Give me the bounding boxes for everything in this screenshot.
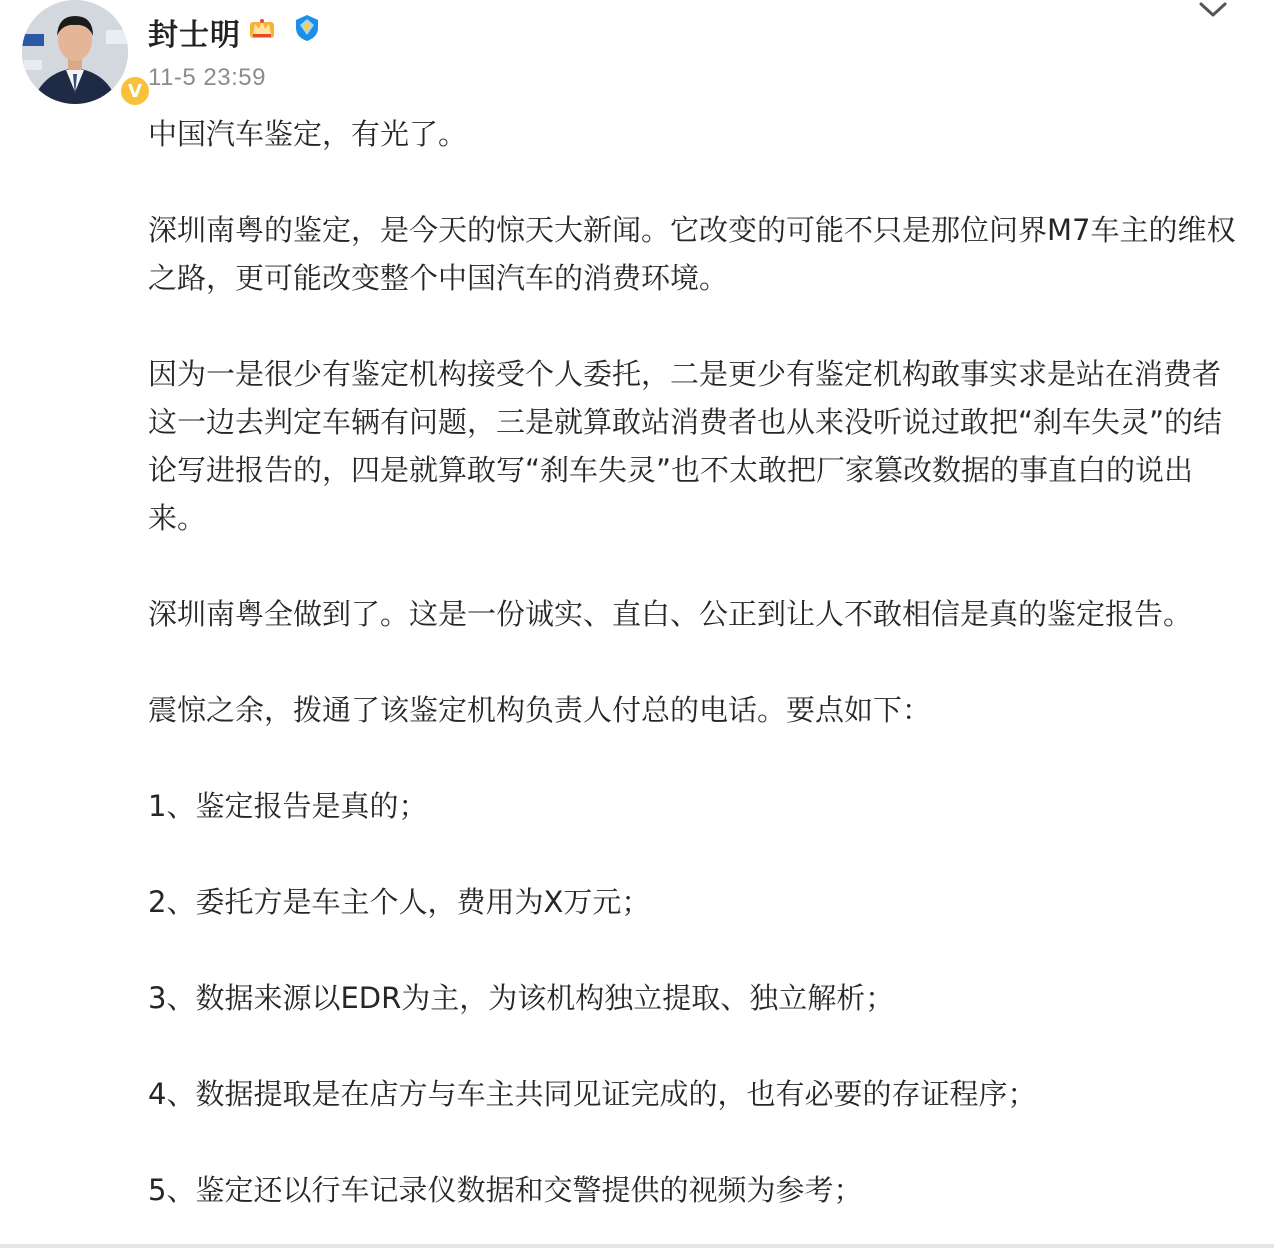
post-content [148, 110, 1238, 1214]
avatar[interactable] [22, 0, 142, 104]
post-list-item: 1、鉴定报告是真的； [148, 789, 428, 823]
avatar-photo [22, 0, 128, 104]
post-list-item: 2、委托方是车主个人，费用为X万元； [148, 885, 651, 919]
post-list-item: 5、鉴定还以行车记录仪数据和交警提供的视频为参考； [148, 1173, 863, 1207]
post-paragraph: 因为一是很少有鉴定机构接受个人委托，二是更少有鉴定机构敢事实求是站在消费者这一边去判定车辆有问题，三是就算敢站消费者也从来没听说过敢把“刹车失灵”的结论写进报告的，四是就算敢写“刹车失灵”也不太敢把厂家篡改数据的事直白的说出来。 [148, 357, 1223, 535]
post-paragraph: 深圳南粤全做到了。这是一份诚实、直白、公正到让人不敢相信是真的鉴定报告。 [148, 597, 1193, 631]
post-paragraph: 震惊之余，拨通了该鉴定机构负责人付总的电话。要点如下： [148, 693, 932, 727]
divider [0, 1244, 1274, 1248]
post-list-item: 3、数据来源以EDR为主，为该机构独立提取、独立解析； [148, 981, 895, 1015]
post-timestamp: 11-5 23:59 [148, 64, 266, 91]
shield-icon[interactable] [292, 13, 322, 43]
chevron-down-icon[interactable] [1196, 0, 1230, 20]
crown-icon[interactable] [247, 13, 277, 43]
post-list-item: 4、数据提取是在店方与车主共同见证完成的，也有必要的存证程序； [148, 1077, 1037, 1111]
post-paragraph: 深圳南粤的鉴定，是今天的惊天大新闻。它改变的可能不只是那位问界M7车主的维权之路，更可能改变整个中国汽车的消费环境。 [148, 213, 1236, 295]
post-paragraph: 中国汽车鉴定，有光了。 [148, 117, 468, 151]
author-name[interactable]: 封士明 [148, 18, 241, 53]
verified-badge-icon: V [118, 74, 152, 108]
